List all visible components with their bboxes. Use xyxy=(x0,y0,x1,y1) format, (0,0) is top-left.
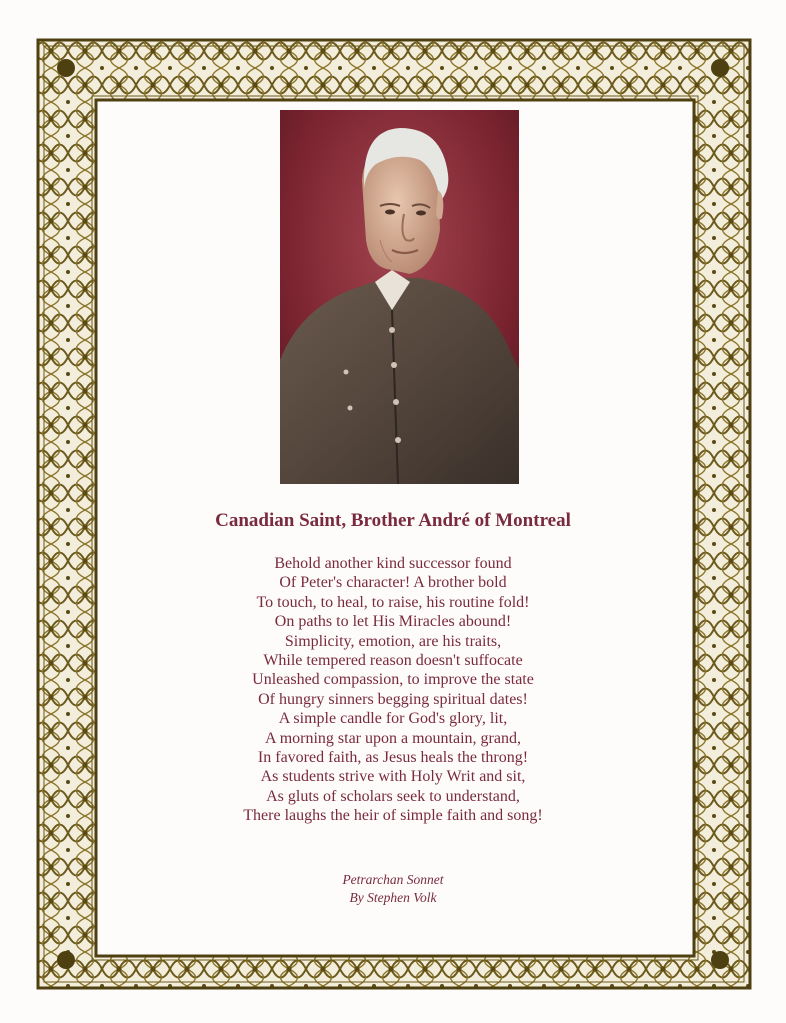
poem-line: Of hungry sinners begging spiritual dates! xyxy=(258,690,528,708)
poem-form: Petrarchan Sonnet xyxy=(342,872,444,887)
poem-credits xyxy=(100,871,686,907)
poem-line: On paths to let His Miracles abound! xyxy=(274,613,512,631)
poem-line: Of Peter's character! A brother bold xyxy=(279,574,507,592)
brother-andre-portrait xyxy=(280,110,519,484)
poem-line: A simple candle for God's glory, lit, xyxy=(278,710,508,728)
poem-line: While tempered reason doesn't suffocate xyxy=(263,652,523,670)
poem-line: In favored faith, as Jesus heals the throng! xyxy=(257,749,529,767)
poem-line: Unleashed compassion, to improve the state xyxy=(252,671,534,689)
poem-author: By Stephen Volk xyxy=(349,890,437,905)
poem-line: As students strive with Holy Writ and sit, xyxy=(260,768,526,786)
poem-line: Behold another kind successor found xyxy=(274,555,512,572)
sonnet-text xyxy=(100,554,686,826)
poem-line: To touch, to heal, to raise, his routine fold! xyxy=(256,593,530,611)
poem-line: Simplicity, emotion, are his traits, xyxy=(284,632,502,650)
poem-line: As gluts of scholars seek to understand, xyxy=(266,787,520,805)
poem-title: Canadian Saint, Brother André of Montreal xyxy=(215,510,571,531)
poem-line: A morning star upon a mountain, grand, xyxy=(265,729,521,747)
poem-line: There laughs the heir of simple faith and song! xyxy=(243,807,543,825)
